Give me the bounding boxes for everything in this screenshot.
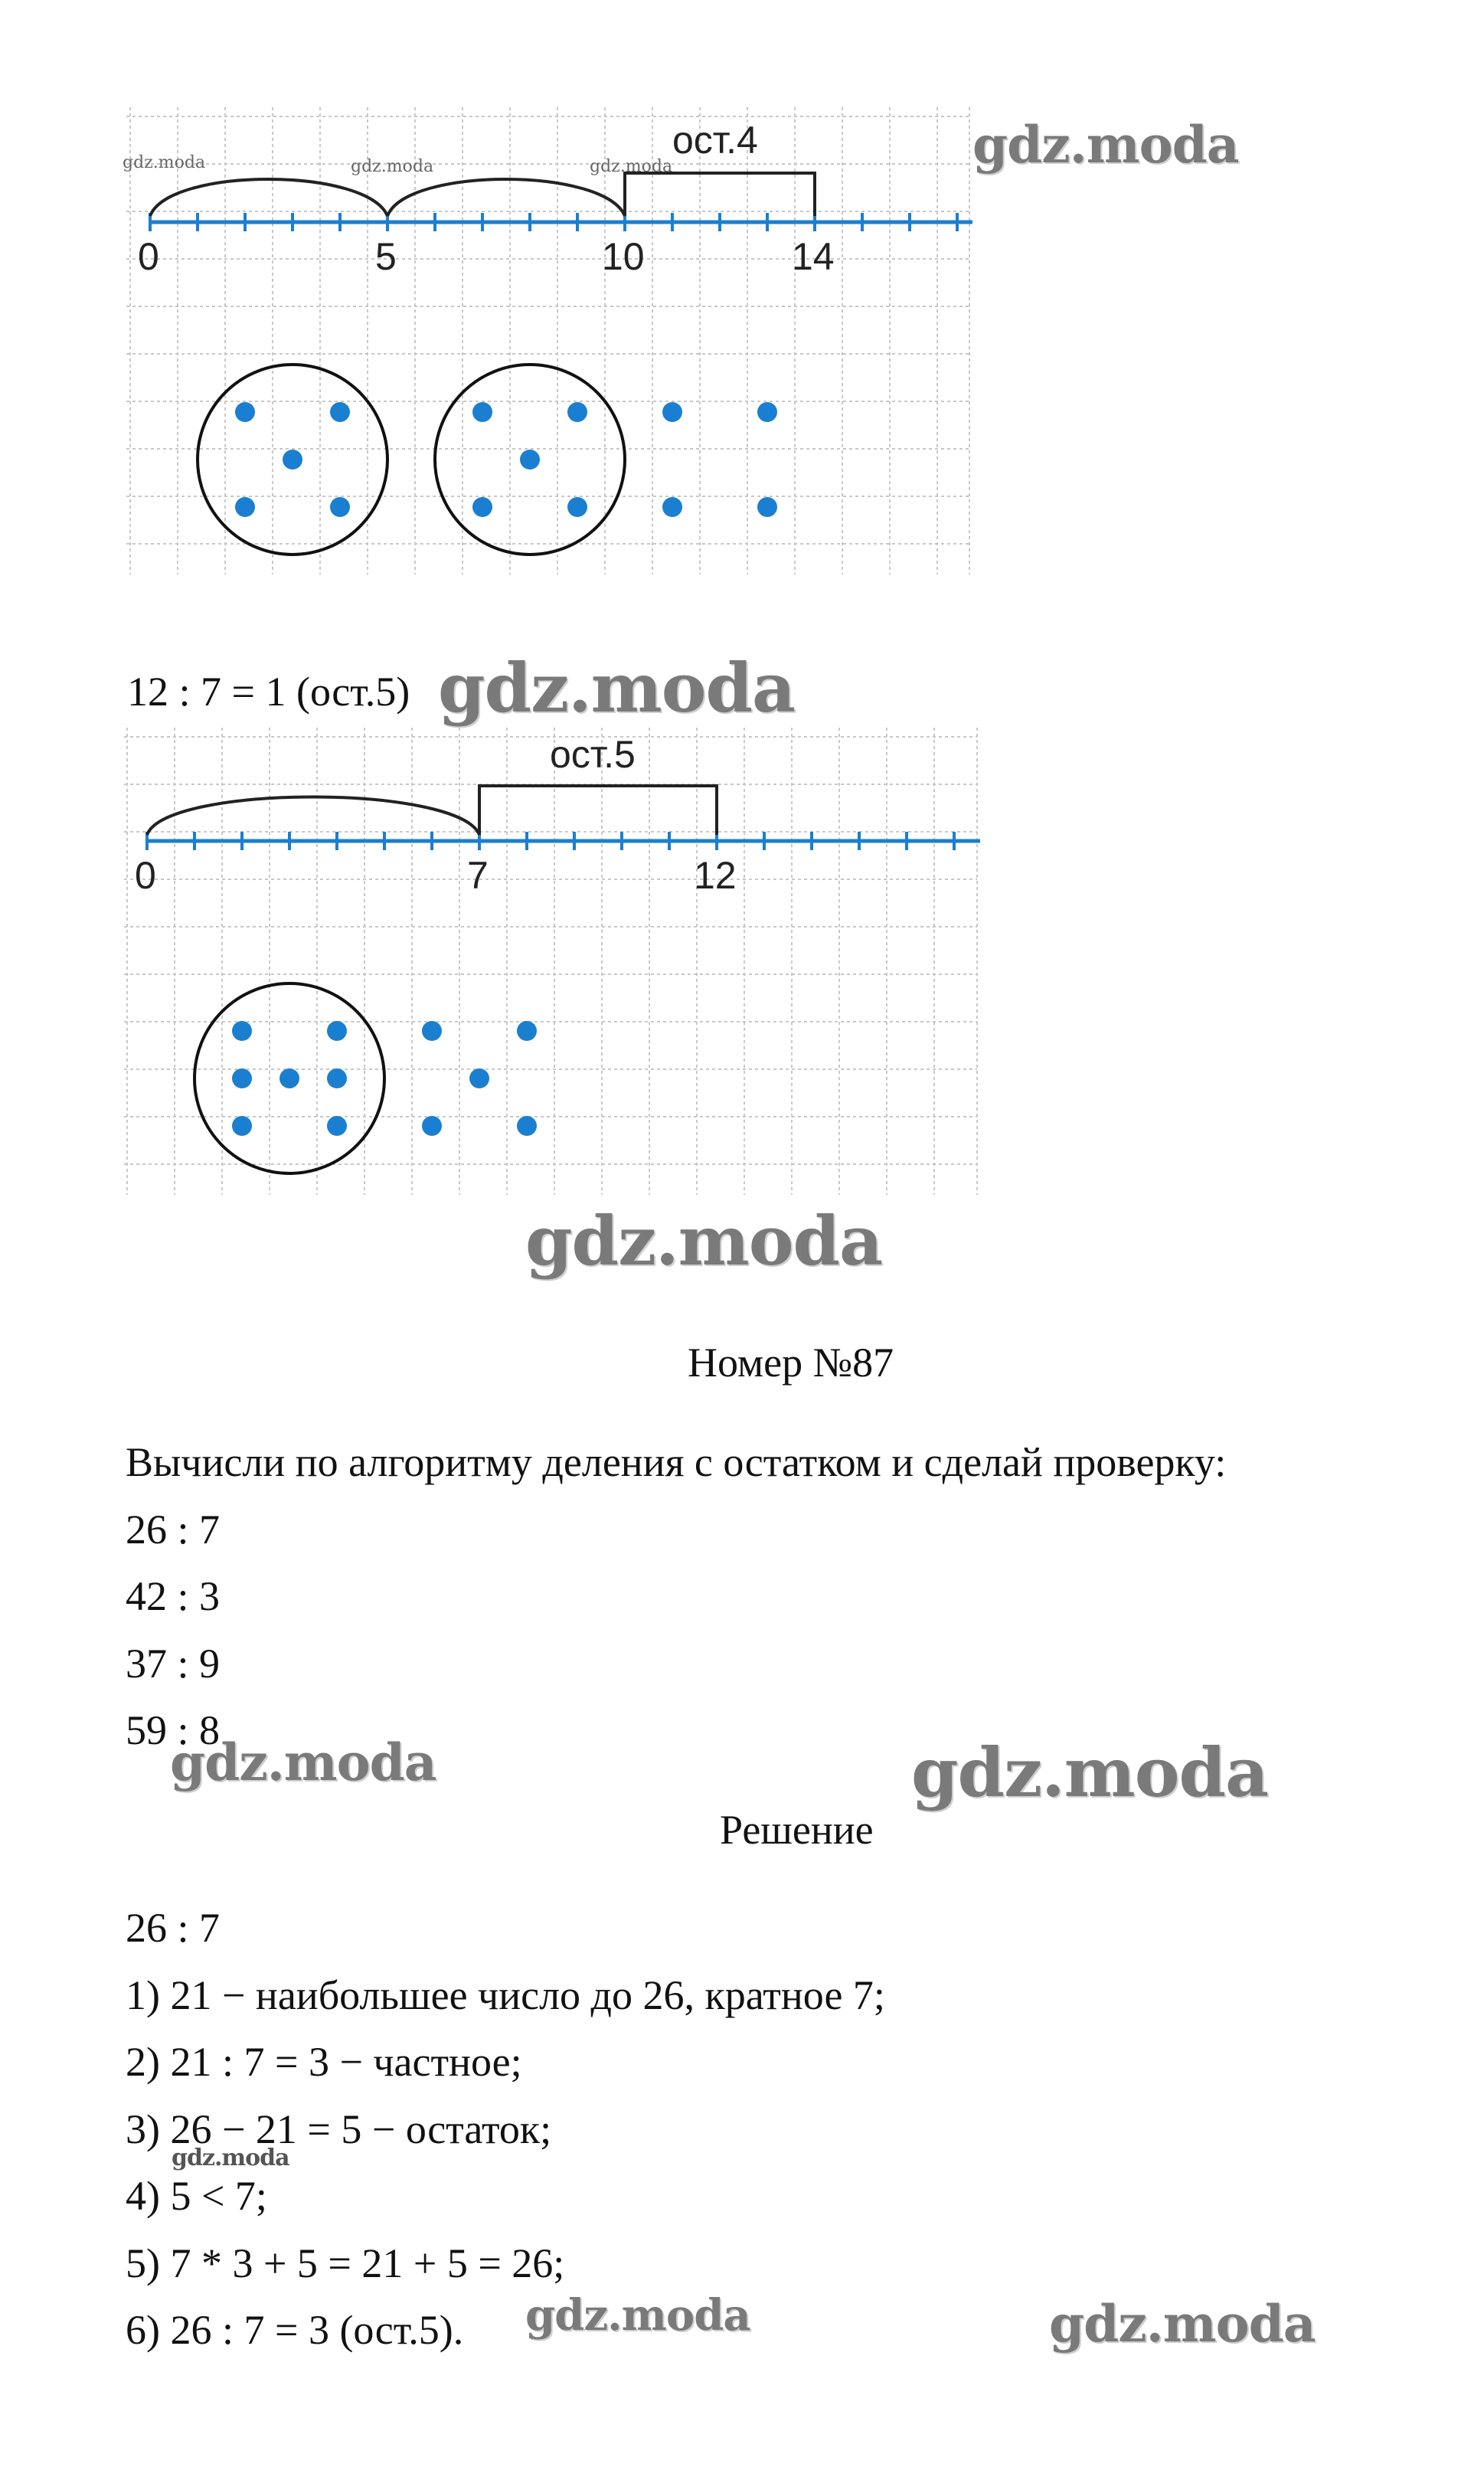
dot (757, 402, 777, 422)
tick-label-5: 5 (375, 235, 397, 278)
watermark-top-right: gdz.moda (972, 115, 1239, 175)
solution-heading: Решение (720, 1807, 874, 1853)
dot (327, 1068, 347, 1088)
watermark-bottom-right: gdz.moda (1049, 2294, 1316, 2354)
dot (517, 1021, 537, 1041)
tick-label-10: 10 (602, 235, 645, 278)
dot (232, 1116, 252, 1136)
figure-number-line-2 (0, 720, 1026, 1210)
dot (469, 1068, 489, 1088)
dot (422, 1021, 442, 1041)
watermark-bottom-mid: gdz.moda (525, 2290, 750, 2341)
tick-label-0: 0 (138, 235, 159, 278)
task-number-title: Номер №87 (688, 1340, 894, 1386)
equation-12-div-7: 12 : 7 = 1 (ост.5) (127, 669, 410, 715)
task-item-2: 42 : 3 (126, 1573, 221, 1619)
watermark-step: gdz.moda (172, 2145, 289, 2171)
dot (662, 497, 682, 517)
dot (330, 402, 350, 422)
dot (422, 1116, 442, 1136)
task-prompt: Вычисли по алгоритму деления с остатком и сделай проверку: (126, 1439, 1227, 1485)
tick-label-0: 0 (135, 854, 156, 897)
dot (567, 497, 587, 517)
watermark-tiny-1: gdz.moda (123, 153, 206, 172)
watermark-tiny-2: gdz.moda (351, 157, 434, 176)
dot (235, 402, 255, 422)
solution-step-3: 3) 26 − 21 = 5 − остаток; (126, 2106, 552, 2152)
remainder-label-1: ост.4 (672, 119, 758, 162)
dot (520, 450, 540, 470)
grid-2 (124, 728, 977, 1195)
dot (283, 450, 302, 470)
dot (327, 1021, 347, 1041)
tick-label-7: 7 (467, 854, 489, 897)
solution-step-4: 4) 5 < 7; (126, 2173, 267, 2219)
watermark-right: gdz.moda (911, 1733, 1269, 1812)
dot (662, 402, 682, 422)
figure-number-line-1 (0, 100, 1026, 590)
dot (567, 402, 587, 422)
dot (472, 402, 492, 422)
tick-label-14: 14 (792, 235, 835, 278)
dot (279, 1068, 299, 1088)
watermark-center: gdz.moda (525, 1201, 883, 1281)
counting-dots-1 (235, 402, 777, 517)
solution-step-6: 6) 26 : 7 = 3 (ост.5). (126, 2307, 464, 2353)
tick-label-12: 12 (694, 854, 737, 897)
watermark-left: gdz.moda (170, 1733, 436, 1792)
remainder-label-2: ост.5 (550, 733, 636, 776)
dot (757, 497, 777, 517)
dot (235, 497, 255, 517)
remainder-bracket-1 (625, 173, 815, 216)
solution-step-5: 5) 7 * 3 + 5 = 21 + 5 = 26; (126, 2240, 565, 2286)
jump-arc-2a (147, 797, 479, 836)
dot (330, 497, 350, 517)
jump-arc-1b (387, 179, 625, 216)
solution-expression: 26 : 7 (126, 1905, 221, 1951)
task-item-3: 37 : 9 (126, 1641, 221, 1687)
dot (327, 1116, 347, 1136)
dot (232, 1021, 252, 1041)
dot (517, 1116, 537, 1136)
jump-arc-1a (150, 179, 387, 216)
dot (472, 497, 492, 517)
task-item-1: 26 : 7 (126, 1507, 221, 1553)
watermark-equation: gdz.moda (438, 648, 796, 728)
dot (232, 1068, 252, 1088)
watermark-tiny-3: gdz.moda (590, 157, 673, 176)
solution-step-2: 2) 21 : 7 = 3 − частное; (126, 2039, 522, 2085)
solution-step-1: 1) 21 − наибольшее число до 26, кратное 7; (126, 1972, 885, 2018)
remainder-bracket-2 (479, 786, 717, 835)
task-item-4: 59 : 8 (126, 1707, 221, 1753)
